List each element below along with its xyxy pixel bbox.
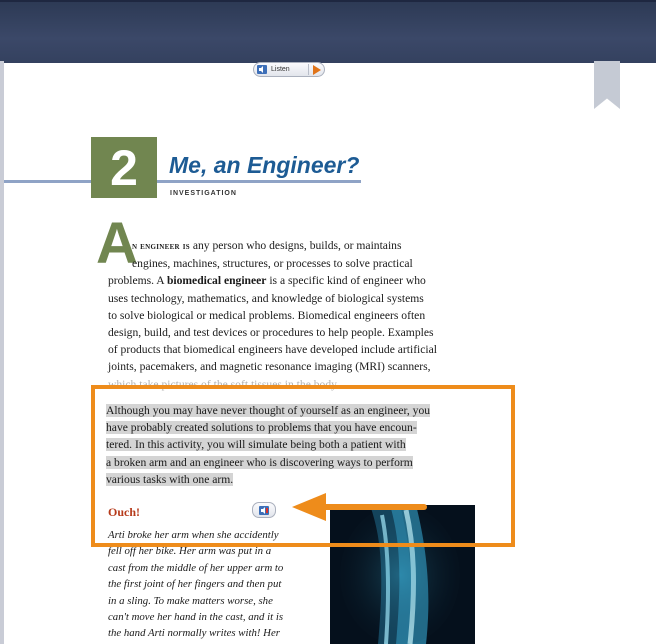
page-edge [0, 61, 4, 644]
listen-button[interactable] [253, 62, 325, 77]
highlight-text: a broken arm and an engineer who is discovering ways to perform [106, 455, 413, 469]
chapter-title: Me, an Engineer? [169, 152, 360, 178]
speaker-icon [257, 65, 267, 74]
top-toolbar [0, 0, 656, 63]
intro-line-3 [108, 272, 488, 289]
intro-line-6: design, build, and test devices or procedures to help people. Examples [108, 326, 434, 340]
intro-lead: n engineer is [132, 241, 190, 252]
listen-separator [308, 64, 309, 75]
story-line: the first joint of her fingers and then put [108, 578, 282, 591]
intro-line-7: of products that biomedical engineers have developed include artificial [108, 343, 438, 357]
intro-line-8: joints, pacemakers, and magnetic resonance imaging (MRI) scanners, [108, 360, 431, 374]
story-line: the hand Arti normally writes with! Her [108, 627, 280, 640]
ouch-heading: Ouch! [108, 505, 141, 519]
story-line: cast from the middle of her upper arm to [108, 561, 284, 574]
story-line: Arti broke her arm when she accidently [108, 529, 279, 541]
chapter-number: 2 [91, 137, 157, 198]
intro-line-2: engines, machines, structures, or processes to solve practical [132, 257, 413, 271]
highlight-text: tered. In this activity, you will simulate being both a patient with [106, 438, 406, 452]
intro-line-1 [108, 237, 488, 255]
bold-term: biomedical engineer [166, 274, 267, 288]
listen-label: Listen [271, 66, 290, 73]
chapter-label: INVESTIGATION [170, 190, 237, 197]
intro-line-4: uses technology, mathematics, and knowledge of biological systems [108, 291, 424, 305]
intro-text: is a specific kind of engineer who [266, 274, 426, 288]
story-line: fell off her bike. Her arm was put in a [108, 545, 272, 558]
intro-line-9: which take pictures of the soft tissues in the body. [108, 377, 340, 391]
bookmark-ribbon[interactable] [594, 61, 620, 109]
chapter-rule [4, 180, 361, 183]
annotation-arrow [290, 490, 430, 526]
intro-paragraph [108, 237, 488, 393]
intro-text: any person who designs, builds, or maintains [189, 239, 402, 252]
intro-text: problems. A [108, 274, 167, 288]
highlight-text: have probably created solutions to problems that you have encoun- [106, 421, 417, 435]
drop-cap: A [96, 211, 138, 276]
intro-line-5: to solve biological or medical problems. Biomedical engineers often [108, 308, 426, 322]
highlight-text: various tasks with one arm. [106, 472, 234, 486]
play-icon[interactable] [313, 65, 321, 75]
highlight-text: Although you may have never thought of yourself as an engineer, you [106, 404, 431, 417]
story-line: can't move her hand in the cast, and it is [108, 611, 284, 624]
story-line: in a sling. To make matters worse, she [108, 594, 273, 607]
